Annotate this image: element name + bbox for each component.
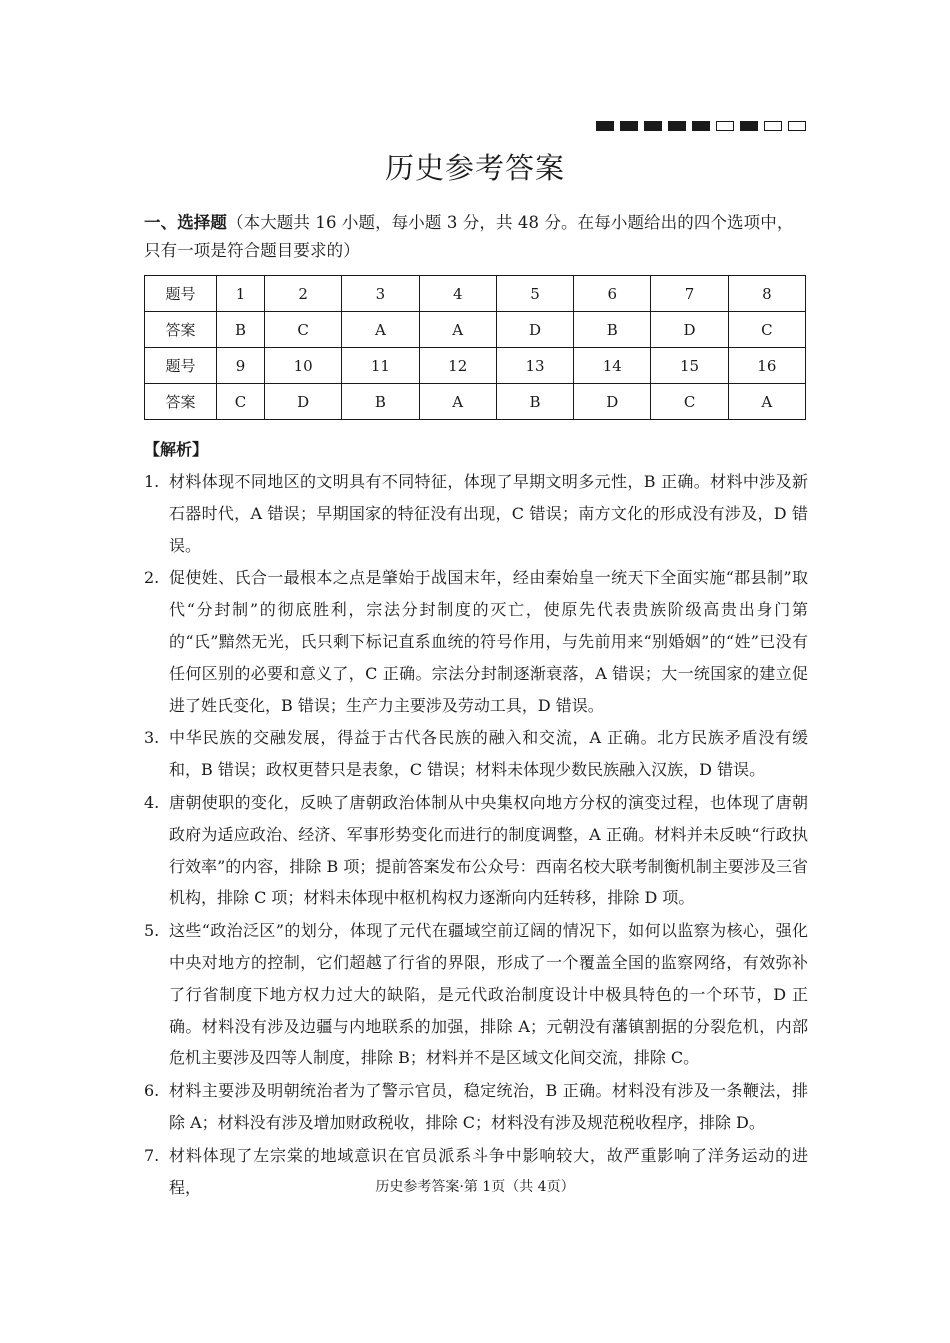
item-text: 材料主要涉及明朝统治者为了警示官员，稳定统治，B 正确。材料没有涉及一条鞭法，排除 A；材料没有涉及增加财政税收，排除 C；材料没有涉及规范税收程序，排除 D。 [169, 1081, 808, 1132]
item-text: 这些“政治泛区”的划分，体现了元代在疆域空前辽阔的情况下，如何以监察为核心，强化中央对地方的控制，它们超越了行省的界限，形成了一个覆盖全国的监察网络，有效弥补了行省制度下地方权力过大的缺陷，是元代政治制度设计中极具特色的一个环节，D 正确。材料没有涉及边疆与内地联系的加强，排除 A；元朝没有藩镇割据的分裂危机，内部危机主要涉及四等人制度，排除 B；材料并不是区域文化间交流，排除 C。 [169, 921, 808, 1068]
item-number: 6. [144, 1081, 160, 1101]
table-cell: D [651, 312, 728, 348]
item-number: 5. [144, 921, 160, 941]
table-cell: C [217, 384, 265, 420]
table-cell: A [419, 312, 496, 348]
table-row [145, 384, 806, 420]
table-cell: 14 [574, 348, 651, 384]
item-number: 3. [144, 728, 160, 748]
table-cell: A [342, 312, 419, 348]
table-cell: 12 [419, 348, 496, 384]
item-text: 材料体现了左宗棠的地域意识在官员派系斗争中影响较大，故严重影响了洋务运动的进程， [169, 1145, 808, 1197]
section-heading [144, 209, 808, 265]
list-item [144, 466, 808, 561]
filled-square-mark [620, 121, 638, 131]
list-item [144, 787, 808, 914]
table-cell: B [342, 384, 419, 420]
table-cell: 5 [496, 276, 573, 312]
item-text: 材料体现不同地区的文明具有不同特征，体现了早期文明多元性，B 正确。材料中涉及新石器时代，A 错误；早期国家的特征没有出现，C 错误；南方文化的形成没有涉及，D 错误。 [169, 472, 808, 555]
table-cell: 9 [217, 348, 265, 384]
list-item [144, 915, 808, 1074]
table-cell: B [217, 312, 265, 348]
filled-square-mark [644, 121, 662, 131]
table-cell: C [651, 384, 728, 420]
table-cell: 4 [419, 276, 496, 312]
table-cell: A [419, 384, 496, 420]
row-header: 题号 [145, 276, 217, 312]
empty-square-mark [716, 121, 734, 131]
table-cell: 7 [651, 276, 728, 312]
table-row [145, 312, 806, 348]
empty-square-mark [788, 121, 806, 131]
item-text: 促使姓、氏合一最根本之点是肇始于战国末年，经由秦始皇一统天下全面实施“郡县制”取代“分封制”的彻底胜利，宗法分封制度的灭亡，使原先代表贵族阶级高贵出身门第的“氏”黯然无光，氏只剩下标记直系血统的符号作用，与先前用来“别婚姻”的“姓”已没有任何区别的必要和意义了，C 正确。宗法分封制逐渐衰落，A 错误；大一统国家的建立促进了姓氏变化，B 错误；生产力主要涉及劳动工具，D 错误。 [169, 568, 808, 715]
table-cell: 1 [217, 276, 265, 312]
section-head: 一、选择题 [144, 213, 227, 232]
filled-square-mark [668, 121, 686, 131]
table-cell: D [574, 384, 651, 420]
filled-square-mark [740, 121, 758, 131]
table-cell: C [265, 312, 342, 348]
table-cell: 8 [728, 276, 805, 312]
table-row [145, 348, 806, 384]
item-text: 中华民族的交融发展，得益于古代各民族的融入和交流，A 正确。北方民族矛盾没有缓和，B 错误；政权更替只是表象，C 错误；材料未体现少数民族融入汉族，D 错误。 [169, 728, 808, 780]
table-cell: 15 [651, 348, 728, 384]
filled-square-mark [692, 121, 710, 131]
empty-square-mark [764, 121, 782, 131]
table-cell: 6 [574, 276, 651, 312]
item-number: 1. [144, 472, 160, 491]
list-item [144, 722, 808, 786]
row-header: 题号 [145, 348, 217, 384]
item-number: 7. [144, 1145, 160, 1165]
table-cell: C [728, 312, 805, 348]
table-cell: 16 [728, 348, 805, 384]
row-header: 答案 [145, 312, 217, 348]
item-text: 唐朝使职的变化，反映了唐朝政治体制从中央集权向地方分权的演变过程，也体现了唐朝政府为适应政治、经济、军事形势变化而进行的制度调整，A 正确。材料并未反映“行政执行效率”的内容，排除 B 项；提前答案发布公众号：西南名校大联考制衡机制主要涉及三省机构，排除 C 项；材料未体现中枢机构权力逐渐向内廷转移，排除 D 项。 [169, 792, 808, 908]
table-cell: 10 [265, 348, 342, 384]
table-cell: 2 [265, 276, 342, 312]
table-cell: B [496, 384, 573, 420]
list-item [144, 562, 808, 721]
row-header: 答案 [145, 384, 217, 420]
answer-table [144, 275, 806, 420]
filled-square-mark [596, 121, 614, 131]
table-cell: 13 [496, 348, 573, 384]
table-cell: D [496, 312, 573, 348]
page-title: 历史参考答案 [384, 151, 565, 185]
table-cell: 11 [342, 348, 419, 384]
item-number: 4. [144, 792, 160, 812]
analysis-list [144, 466, 808, 1204]
table-cell: 3 [342, 276, 419, 312]
list-item [144, 1075, 808, 1139]
section-instruction: （本大题共 16 小题，每小题 3 分，共 48 分。在每小题给出的四个选项中，只有一项是符合题目要求的） [144, 213, 794, 260]
page-marks [596, 121, 806, 131]
table-cell: B [574, 312, 651, 348]
item-number: 2. [144, 568, 160, 588]
table-cell: D [265, 384, 342, 420]
table-row [145, 276, 806, 312]
page-footer: 历史参考答案·第 1页（共 4页） [375, 1179, 575, 1195]
analysis-label: 【解析】 [144, 440, 209, 459]
table-cell: A [728, 384, 805, 420]
